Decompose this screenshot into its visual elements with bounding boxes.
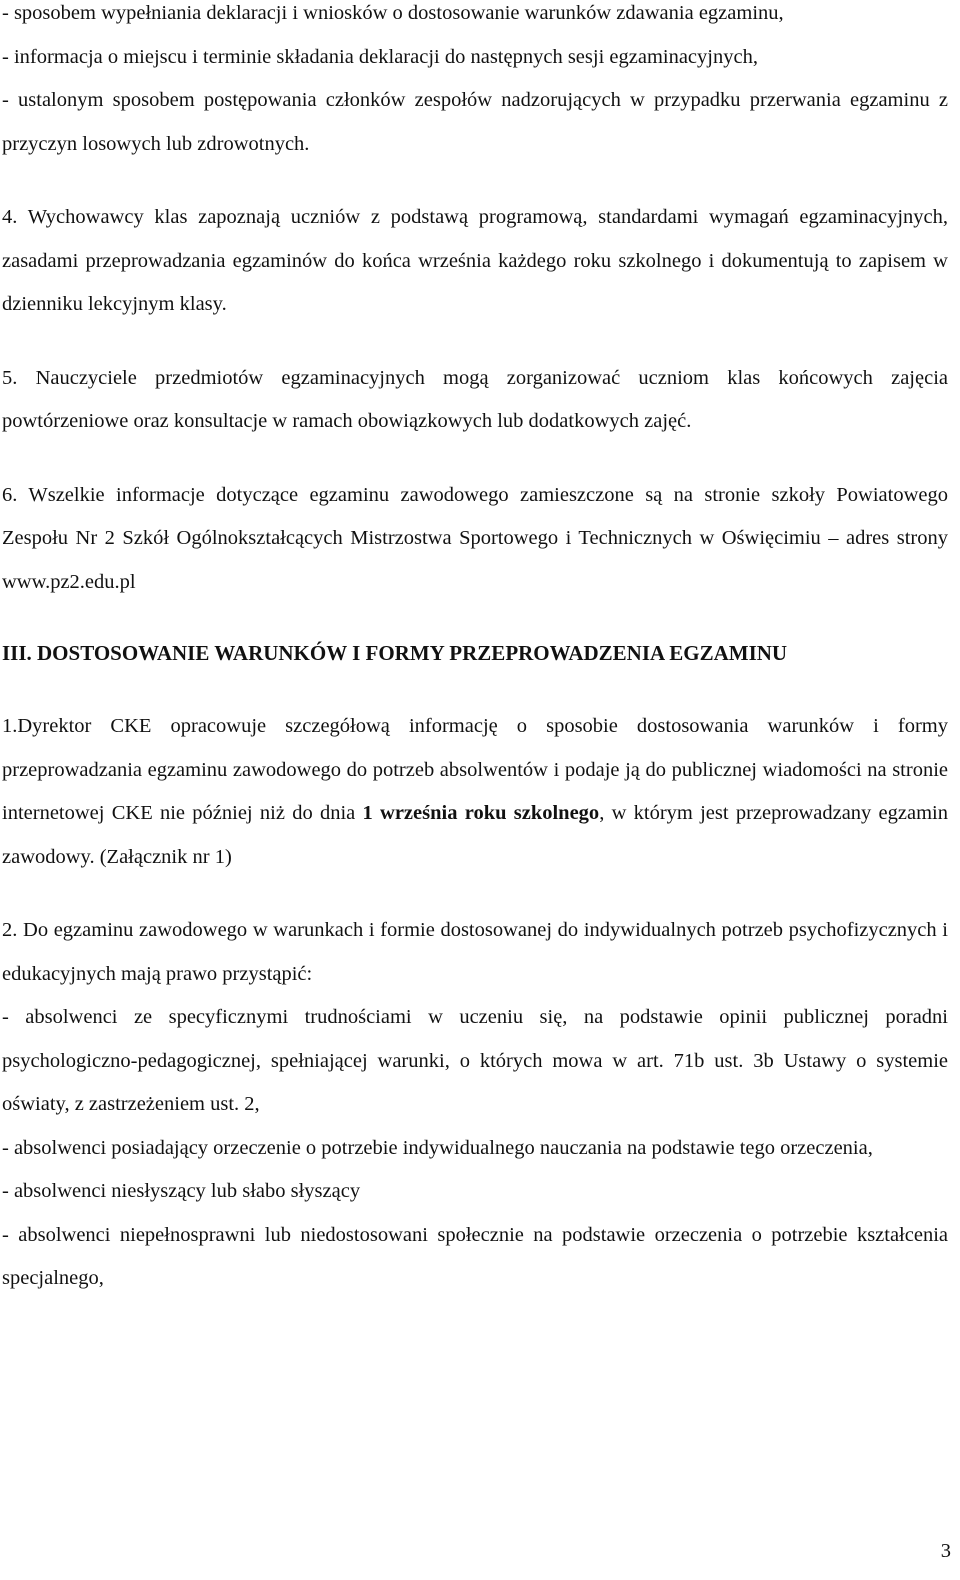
- list-item: - absolwenci niesłyszący lub słabo słyszący: [2, 1180, 361, 1202]
- paragraph-point-5: 5. Nauczyciele przedmiotów egzaminacyjnych mogą zorganizować uczniom klas końcowych zajęcia powtórzeniowe oraz konsultacje w ramach obowiązkowych lub dodatkowych zajęć.: [2, 366, 948, 432]
- document-body: [2, 0, 948, 1301]
- paragraph-point-2: 2. Do egzaminu zawodowego w warunkach i formie dostosowanej do indywidualnych potrzeb psychofizycznych i edukacyjnych mają prawo przystąpić:: [2, 919, 948, 985]
- list-item: - sposobem wypełniania deklaracji i wniosków o dostosowanie warunków zdawania egzaminu,: [2, 2, 784, 24]
- paragraph-point-1: [2, 705, 948, 879]
- point-1-deadline: 1 września roku szkolnego: [362, 802, 600, 824]
- list-item: - absolwenci niepełnosprawni lub niedostosowani społecznie na podstawie orzeczenia o potrzebie kształcenia specjalnego,: [2, 1223, 948, 1289]
- section-heading: III. DOSTOSOWANIE WARUNKÓW I FORMY PRZEPROWADZENIA EGZAMINU: [2, 641, 788, 665]
- list-item: - informacja o miejscu i terminie składania deklaracji do następnych sesji egzaminacyjnych,: [2, 45, 758, 68]
- page-number: 3: [940, 1540, 951, 1562]
- point-1-text: 1.Dyrektor CKE opracowuje szczegółową informację o sposobie dostosowania warunków i formy przeprowadzania egzaminu zawodowego do potrzeb absolwentów i podaje ją do publicznej wiadomości na stronie internetowej CKE nie później niż do dnia: [2, 715, 948, 824]
- list-item: - absolwenci posiadający orzeczenie o potrzebie indywidualnego nauczania na podstawie tego orzeczenia,: [2, 1136, 873, 1159]
- list-item: - ustalonym sposobem postępowania członków zespołów nadzorujących w przypadku przerwania egzaminu z przyczyn losowych lub zdrowotnych.: [2, 89, 948, 155]
- paragraph-point-6: 6. Wszelkie informacje dotyczące egzaminu zawodowego zamieszczone są na stronie szkoły Powiatowego Zespołu Nr 2 Szkół Ogólnokształcących Mistrzostwa Sportowego i Technicznych w Oświęcimiu – adres strony www.pz2.edu.pl: [2, 483, 948, 593]
- list-item: - absolwenci ze specyficznymi trudnościami w uczeniu się, na podstawie opinii publicznej poradni psychologiczno-pedagogicznej, spełniającej warunki, o których mowa w art. 71b ust. 3b Ustawy o systemie oświaty, z zastrzeżeniem ust. 2,: [2, 1006, 948, 1115]
- point-1-text-end: , w którym jest przeprowadzany egzamin zawodowy. (Załącznik nr 1): [2, 802, 948, 868]
- paragraph-point-4: 4. Wychowawcy klas zapoznają uczniów z podstawą programową, standardami wymagań egzaminacyjnych, zasadami przeprowadzania egzaminów do końca września każdego roku szkolnego i dokumentują to zapisem w dzienniku lekcyjnym klasy.: [2, 206, 948, 315]
